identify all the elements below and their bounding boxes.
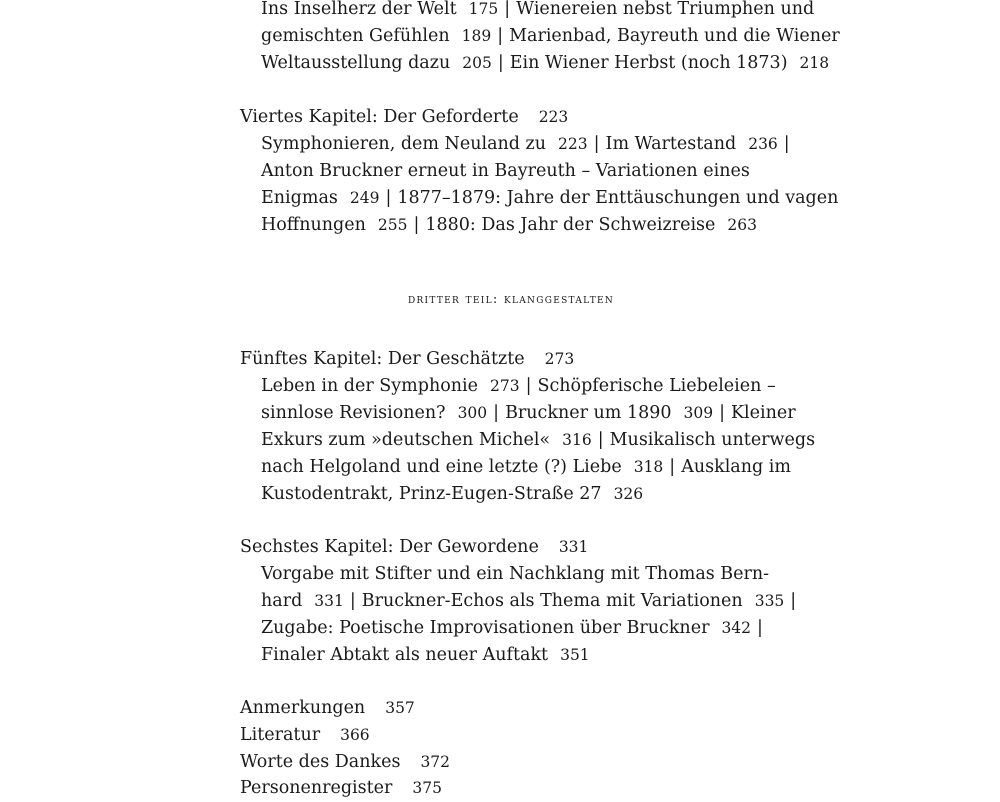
page-number: 372	[420, 753, 451, 771]
section-title: Ausklang im	[681, 457, 791, 477]
page-number: 366	[340, 726, 370, 744]
section-title: nach Helgoland und eine letzte (?) Liebe	[261, 457, 622, 477]
separator: |	[783, 134, 790, 154]
section-title: Bruckner-Echos als Thema mit Variationen	[361, 591, 743, 611]
toc-subentry-line	[261, 615, 769, 642]
entry-title: Worte des Dankes	[240, 752, 401, 772]
toc-subentry-line	[261, 50, 829, 77]
section-title: Enigmas	[261, 188, 338, 208]
page-number: 249	[349, 189, 380, 207]
back-matter-entry	[240, 749, 450, 776]
entry-title: Anmerkungen	[240, 698, 366, 718]
chapter-heading	[240, 346, 574, 373]
separator: |	[593, 134, 600, 154]
toc-subentry-line	[261, 454, 791, 481]
toc-subentry-line	[261, 212, 757, 239]
toc-subentry-line	[261, 23, 840, 50]
chapter-heading	[240, 104, 568, 131]
toc-subentry-line	[261, 400, 796, 427]
section-title: Bruckner um 1890	[505, 403, 672, 423]
section-title: hard	[261, 591, 303, 611]
toc-subentry-line	[261, 588, 802, 615]
page-number: 335	[754, 592, 785, 610]
toc-subentry-line	[261, 158, 750, 185]
page-number: 331	[314, 592, 344, 610]
separator: |	[757, 618, 763, 638]
separator: |	[385, 188, 392, 208]
page-number: 273	[544, 350, 575, 368]
section-title: Hoffnungen	[261, 215, 366, 235]
section-title: Kustodentrakt, Prinz-Eugen-Straße 27	[261, 484, 602, 504]
page-number: 273	[490, 377, 520, 395]
separator: |	[719, 403, 725, 423]
chapter-title: Sechstes Kapitel: Der Gewordene	[240, 537, 539, 557]
separator: |	[497, 26, 504, 46]
section-title: Symphonieren, dem Neuland zu	[261, 134, 547, 154]
chapter-title: Fünftes Kapitel: Der Geschätzte	[240, 349, 525, 369]
page-number: 331	[558, 538, 589, 556]
separator: |	[413, 215, 420, 235]
page-number: 223	[538, 108, 569, 126]
page-number: 318	[633, 458, 664, 476]
section-title: Leben in der Symphonie	[261, 376, 478, 396]
toc-subentry-line	[261, 481, 643, 508]
toc-subentry-line	[261, 0, 814, 23]
page-number: 205	[462, 54, 492, 72]
section-title: Anton Bruckner erneut in Bayreuth – Variationen eines	[261, 161, 750, 181]
section-title: Musikalisch unterwegs	[609, 430, 816, 450]
back-matter-entry	[240, 695, 415, 722]
page-number: 189	[461, 27, 492, 45]
page-number: 309	[683, 404, 714, 422]
separator: |	[525, 376, 532, 396]
back-matter-entry	[240, 722, 370, 749]
page-number: 326	[613, 485, 644, 503]
separator: |	[493, 403, 500, 423]
part-heading: dritter teil: klanggestalten	[407, 292, 615, 307]
section-title: Wienereien nebst Triumphen und	[516, 0, 815, 19]
section-title: gemischten Gefühlen	[261, 26, 450, 46]
section-title: Zugabe: Poetische Improvisationen über Bruckner	[261, 618, 710, 638]
section-title: Im Wartestand	[605, 134, 737, 154]
separator: |	[597, 430, 604, 450]
chapter-heading	[240, 534, 588, 561]
toc-subentry-line	[261, 561, 769, 588]
page-number: 236	[748, 135, 778, 153]
section-title: 1877–1879: Jahre der Enttäuschungen und vagen	[397, 188, 839, 208]
entry-title: Literatur	[240, 725, 321, 745]
section-title: 1880: Das Jahr der Schweizreise	[425, 215, 716, 235]
page-number: 223	[558, 135, 588, 153]
entry-title: Personenregister	[240, 778, 393, 798]
section-title: Kleiner	[730, 403, 796, 423]
page-number: 218	[799, 54, 830, 72]
separator: |	[497, 53, 504, 73]
separator: |	[669, 457, 676, 477]
page-number: 263	[727, 216, 757, 234]
back-matter-entry	[240, 775, 442, 802]
separator: |	[504, 0, 511, 19]
page-number: 316	[562, 431, 592, 449]
page-number: 375	[412, 779, 442, 797]
page-number: 342	[721, 619, 752, 637]
chapter-title: Viertes Kapitel: Der Geforderte	[240, 107, 519, 127]
section-title: Ins Inselherz der Welt	[261, 0, 457, 19]
section-title: Vorgabe mit Stifter und ein Nachklang mit Thomas Bern-	[261, 564, 770, 584]
separator: |	[349, 591, 356, 611]
page-number: 357	[385, 699, 415, 717]
page-number: 351	[560, 646, 590, 664]
toc-subentry-line	[261, 642, 590, 669]
separator: |	[790, 591, 797, 611]
toc-subentry-line	[261, 131, 796, 158]
section-title: Weltausstellung dazu	[261, 53, 451, 73]
section-title: sinnlose Revisionen?	[261, 403, 446, 423]
section-title: Finaler Abtakt als neuer Auftakt	[261, 645, 549, 665]
toc-subentry-line	[261, 185, 838, 212]
section-title: Schöpferische Liebeleien –	[537, 376, 776, 396]
toc-subentry-line	[261, 427, 815, 454]
section-title: Ein Wiener Herbst (noch 1873)	[509, 53, 788, 73]
section-title: Marienbad, Bayreuth und die Wiener	[509, 26, 840, 46]
toc-subentry-line	[261, 373, 776, 400]
page-number: 255	[377, 216, 408, 234]
page-number: 300	[457, 404, 488, 422]
page-number: 175	[468, 0, 499, 18]
section-title: Exkurs zum »deutschen Michel«	[261, 430, 551, 450]
